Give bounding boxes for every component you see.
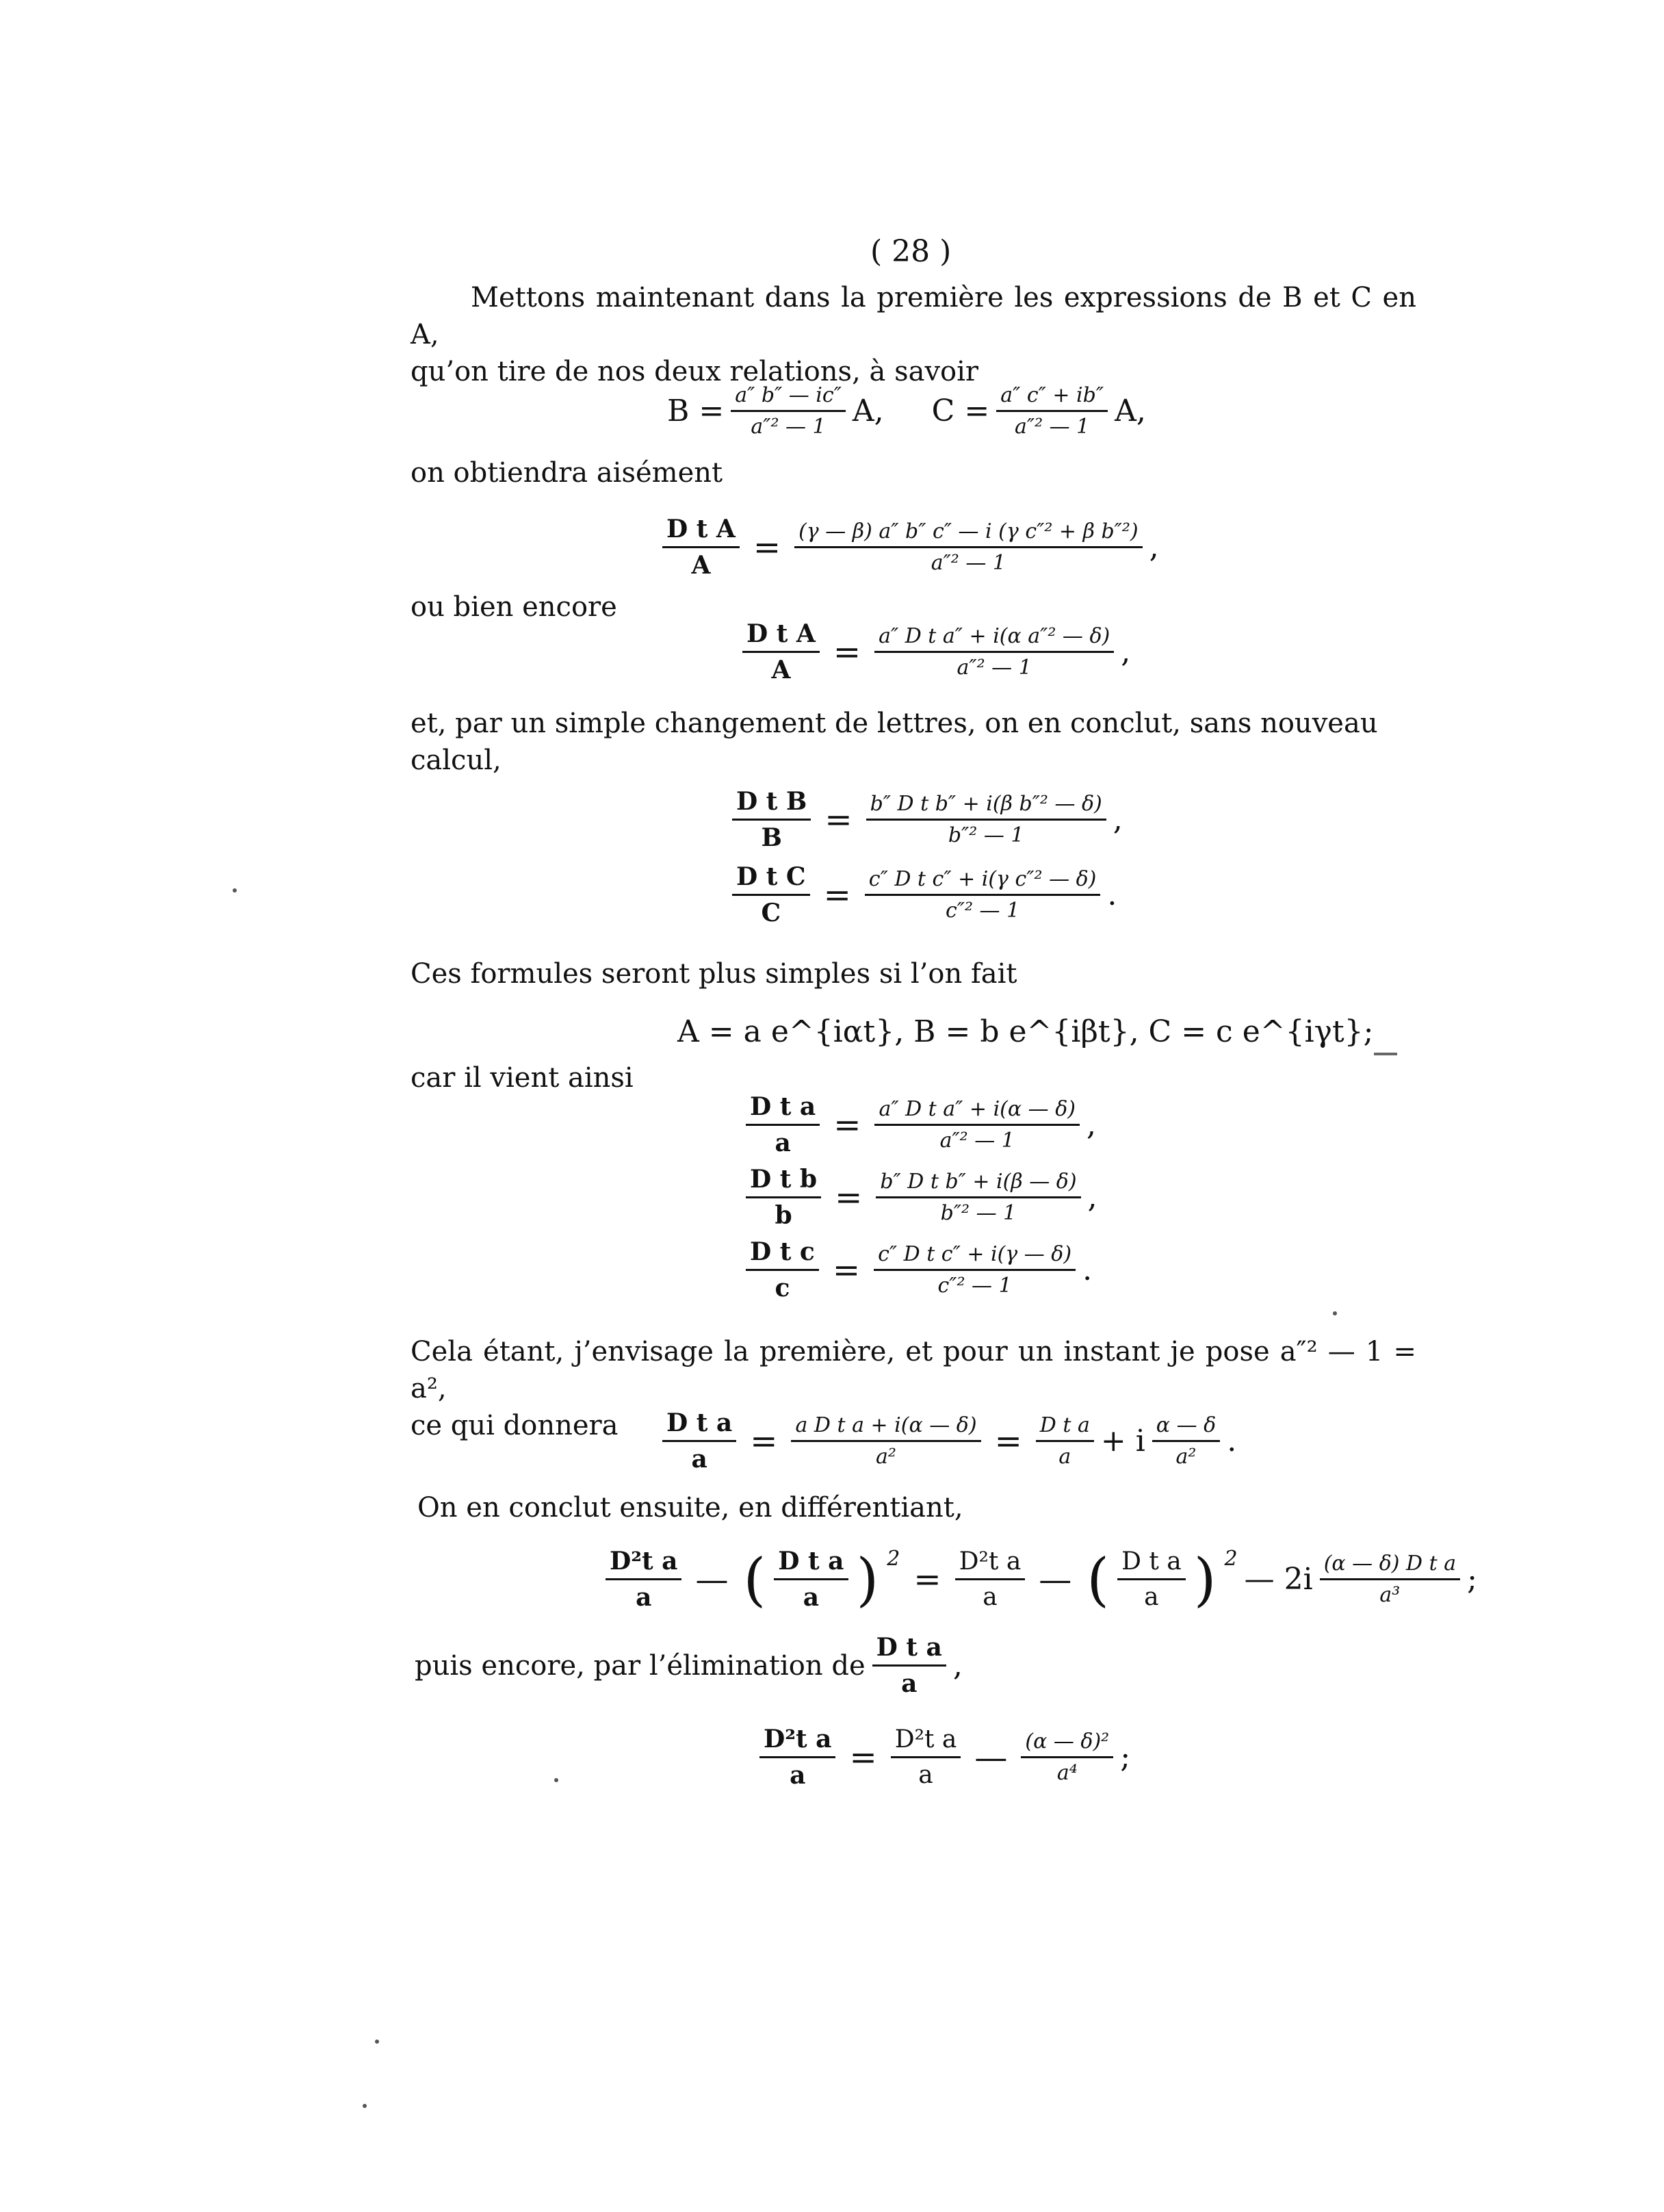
text-puis-encore-label: puis encore, par l’élimination de bbox=[415, 1649, 866, 1682]
eq8-rhs-fraction bbox=[876, 1170, 1080, 1225]
eq10-r1-denominator: a bbox=[1058, 1445, 1071, 1469]
eq2-lhs-numerator: D t A bbox=[662, 515, 740, 548]
eq3-lhs-numerator: D t A bbox=[742, 619, 820, 653]
eq1-fraction-b bbox=[731, 383, 846, 439]
eq4-lhs-denominator: B bbox=[761, 823, 782, 852]
text-on-obtiendra: on obtiendra aisément bbox=[411, 457, 723, 489]
eq9-lhs-numerator: D t c bbox=[746, 1237, 819, 1271]
scan-dash bbox=[1374, 1053, 1397, 1055]
eq5-rhs-denominator: c″² — 1 bbox=[945, 899, 1020, 923]
eq2-rhs-fraction bbox=[794, 519, 1143, 575]
eq10-r2-numerator: α — δ bbox=[1152, 1413, 1220, 1442]
eq10-r2-fraction bbox=[1152, 1413, 1220, 1469]
eq1-numerator-b: a″ b″ — ic″ bbox=[731, 383, 846, 412]
eq11-e-numerator: (α — δ) D t a bbox=[1320, 1552, 1460, 1580]
eq12-c-numerator: (α — δ)² bbox=[1021, 1729, 1113, 1758]
equation-dta-1: $\frac{\text{D t A}}{A}$ = $\frac{\text{(γ — β) a″ b″ c″ — i (γ c″² + β b″²)}}{\text{a″² — 1}}$ , bbox=[662, 515, 1159, 580]
scan-speck bbox=[554, 1778, 558, 1782]
scan-speck bbox=[1333, 1311, 1337, 1315]
eq7-lhs-numerator: D t a bbox=[746, 1092, 820, 1126]
eq7-lhs-denominator: a bbox=[775, 1129, 791, 1157]
scan-speck bbox=[363, 2104, 367, 2108]
eq12-b-numerator: D²t a bbox=[891, 1725, 961, 1758]
eq5-tail: . bbox=[1107, 877, 1117, 912]
text-car-il-vient: car il vient ainsi bbox=[411, 1062, 634, 1094]
puis-tail: , bbox=[952, 1648, 963, 1683]
eq1-lhs-c: C = bbox=[931, 394, 990, 428]
eq1-tail-c: A, bbox=[1115, 394, 1146, 428]
eq12-c-fraction bbox=[1021, 1729, 1113, 1785]
eq2-rhs-numerator: (γ — β) a″ b″ c″ — i (γ c″² + β b″²) bbox=[794, 519, 1143, 548]
eq11-d-fraction bbox=[1117, 1547, 1186, 1611]
eq8-rhs-numerator: b″ D t b″ + i(β — δ) bbox=[876, 1170, 1080, 1198]
paragraph-changement bbox=[411, 705, 1416, 779]
equation-differentiation: $\frac{\text{D²t a}}{a}$ — ( $\frac{\text{D t a}}{a}$ ) 2 = $\frac{\text{D²t a}}{a}$ — ( $\frac{\text{D t a}}{a}$ ) 2 — 2i $\frac{\text{(α — δ) D t a}}{\text{a³}}$ ; bbox=[606, 1547, 1477, 1612]
eq12-tail: ; bbox=[1120, 1740, 1131, 1775]
eq1-numerator-c: a″ c″ + ib″ bbox=[996, 383, 1108, 412]
eq9-tail: . bbox=[1082, 1252, 1093, 1287]
text-ces-formules: Ces formules seront plus simples si l’on fait bbox=[411, 958, 1017, 990]
eq11-a-fraction bbox=[606, 1547, 681, 1612]
eq5-lhs-fraction bbox=[732, 862, 810, 927]
eq8-tail: , bbox=[1087, 1180, 1097, 1215]
equation-substitution bbox=[677, 1014, 1373, 1049]
eq2-lhs-denominator: A bbox=[691, 551, 711, 580]
eq7-rhs-fraction bbox=[874, 1097, 1080, 1153]
eq10-mid-denominator: a² bbox=[876, 1445, 896, 1469]
scan-speck bbox=[375, 2040, 379, 2044]
eq9-lhs-fraction bbox=[746, 1237, 819, 1302]
eq10-tail: . bbox=[1227, 1424, 1237, 1458]
paragraph-intro-line-1: Mettons maintenant dans la première les expressions de B et C en A, bbox=[411, 282, 1416, 350]
text-puis-encore bbox=[415, 1633, 963, 1698]
eq11-d-denominator: a bbox=[1144, 1583, 1159, 1611]
equation-dt-b-small: $\frac{\text{D t b}}{b}$ = $\frac{\text{b″ D t b″ + i(β — δ)}}{\text{b″² — 1}}$ , bbox=[746, 1165, 1097, 1230]
eq9-rhs-fraction bbox=[874, 1242, 1076, 1298]
eq7-rhs-numerator: a″ D t a″ + i(α — δ) bbox=[874, 1097, 1080, 1126]
eq11-a-numerator: D²t a bbox=[606, 1547, 681, 1580]
eq11-a-denominator: a bbox=[636, 1583, 652, 1612]
equation-b-c bbox=[667, 383, 1146, 439]
eq3-rhs-fraction bbox=[874, 624, 1114, 680]
eq8-lhs-numerator: D t b bbox=[746, 1165, 821, 1198]
eq12-b-fraction bbox=[891, 1725, 961, 1789]
paragraph-cela-etant-line-1: Cela étant, j’envisage la première, et pour un instant je pose a″² — 1 = a², bbox=[411, 1336, 1416, 1404]
eq11-d-numerator: D t a bbox=[1117, 1547, 1186, 1580]
eq2-rhs-denominator: a″² — 1 bbox=[931, 551, 1006, 575]
eq7-lhs-fraction bbox=[746, 1092, 820, 1157]
equation-elimination: $\frac{\text{D²t a}}{a}$ = $\frac{\text{D²t a}}{a}$ — $\frac{\text{(α — δ)²}}{\text{a⁴}}$ ; bbox=[759, 1725, 1130, 1790]
eq4-lhs-numerator: D t B bbox=[732, 787, 811, 821]
paragraph-intro bbox=[411, 279, 1416, 390]
eq11-tail: ; bbox=[1467, 1562, 1477, 1597]
eq10-lhs-numerator: D t a bbox=[662, 1409, 736, 1442]
eq3-tail: , bbox=[1121, 634, 1131, 669]
equation-dta-2: $\frac{\text{D t A}}{A}$ = $\frac{\text{a″ D t a″ + i(α a″² — δ)}}{\text{a″² — 1}}$ , bbox=[742, 619, 1130, 684]
eq9-rhs-numerator: c″ D t c″ + i(γ — δ) bbox=[874, 1242, 1076, 1271]
equation-dtc: $\frac{\text{D t C}}{C}$ = $\frac{\text{c″ D t c″ + i(γ c″² — δ)}}{\text{c″² — 1}}$ . bbox=[732, 862, 1117, 927]
eq11-c-numerator: D²t a bbox=[955, 1547, 1026, 1580]
eq1-fraction-c bbox=[996, 383, 1108, 439]
eq10-mid-fraction bbox=[791, 1413, 980, 1469]
eq1-lhs-b: B = bbox=[667, 394, 725, 428]
eq8-lhs-denominator: b bbox=[775, 1201, 792, 1230]
eq6-text: A = a e^{iαt}, B = b e^{iβt}, C = c e^{iγt}; bbox=[677, 1014, 1374, 1049]
text-ou-bien: ou bien encore bbox=[411, 591, 617, 623]
eq10-r1-numerator: D t a bbox=[1036, 1413, 1094, 1442]
eq10-r2-denominator: a² bbox=[1175, 1445, 1197, 1469]
eq2-tail: , bbox=[1149, 530, 1159, 565]
equation-dt-a-small: $\frac{\text{D t a}}{a}$ = $\frac{\text{a″ D t a″ + i(α — δ)}}{\text{a″² — 1}}$ , bbox=[746, 1092, 1096, 1157]
paragraph-changement-line-1: et, par un simple changement de lettres, on en conclut, sans nouveau bbox=[411, 708, 1378, 739]
eq1-tail-b: A, bbox=[852, 394, 884, 428]
page-number: ( 28 ) bbox=[870, 234, 952, 269]
eq10-r1-fraction bbox=[1036, 1413, 1094, 1469]
eq5-lhs-numerator: D t C bbox=[732, 862, 810, 896]
eq12-a-fraction bbox=[759, 1725, 835, 1790]
eq9-rhs-denominator: c″² — 1 bbox=[937, 1274, 1012, 1298]
eq11-c-denominator: a bbox=[983, 1583, 998, 1611]
text-on-en-conclut: On en conclut ensuite, en différentiant, bbox=[417, 1492, 963, 1523]
eq11-b-denominator: a bbox=[803, 1583, 820, 1612]
paragraph-changement-line-2: calcul, bbox=[411, 745, 502, 776]
eq11-b-fraction bbox=[774, 1547, 848, 1612]
paragraph-cela-etant-line-2: ce qui donnera bbox=[411, 1410, 619, 1441]
puis-fraction-numerator: D t a bbox=[872, 1633, 946, 1667]
eq3-lhs-fraction bbox=[742, 619, 820, 684]
eq7-rhs-denominator: a″² — 1 bbox=[939, 1129, 1015, 1153]
eq2-lhs-fraction bbox=[662, 515, 740, 580]
scan-speck bbox=[233, 888, 237, 892]
eq1-denominator-c: a″² — 1 bbox=[1014, 415, 1090, 439]
eq12-a-denominator: a bbox=[790, 1761, 806, 1790]
eq4-rhs-fraction bbox=[866, 792, 1106, 847]
eq10-lhs-denominator: a bbox=[691, 1445, 707, 1474]
eq11-c-fraction bbox=[955, 1547, 1026, 1611]
eq8-rhs-denominator: b″² — 1 bbox=[940, 1201, 1017, 1225]
eq9-lhs-denominator: c bbox=[775, 1274, 790, 1302]
eq12-c-denominator: a⁴ bbox=[1056, 1761, 1078, 1785]
puis-fraction bbox=[872, 1633, 946, 1698]
eq10-mid-numerator: a D t a + i(α — δ) bbox=[791, 1413, 980, 1442]
eq4-lhs-fraction bbox=[732, 787, 811, 852]
equation-dta-expansion: $\frac{\text{D t a}}{a}$ = $\frac{\text{a D t a + i(α — δ)}}{\text{a²}}$ = $\frac{\text{D t a}}{a}$ + i $\frac{\alpha — \delta}{\text{a²}}$ . bbox=[662, 1409, 1236, 1474]
eq11-coefficient: — 2i bbox=[1244, 1562, 1313, 1597]
eq8-lhs-fraction bbox=[746, 1165, 821, 1230]
equation-dtb: $\frac{\text{D t B}}{B}$ = $\frac{\text{b″ D t b″ + i(β b″² — δ)}}{\text{b″² — 1}}$ , bbox=[732, 787, 1123, 852]
eq5-rhs-numerator: c″ D t c″ + i(γ c″² — δ) bbox=[865, 867, 1101, 896]
eq11-e-fraction bbox=[1320, 1552, 1460, 1607]
eq3-rhs-denominator: a″² — 1 bbox=[957, 656, 1032, 680]
eq4-rhs-numerator: b″ D t b″ + i(β b″² — δ) bbox=[866, 792, 1106, 821]
equation-dt-c-small: $\frac{\text{D t c}}{c}$ = $\frac{\text{c″ D t c″ + i(γ — δ)}}{\text{c″² — 1}}$ . bbox=[746, 1237, 1092, 1302]
eq4-tail: , bbox=[1113, 802, 1123, 837]
eq7-tail: , bbox=[1086, 1107, 1096, 1142]
eq10-plus-i: + i bbox=[1100, 1424, 1145, 1458]
eq11-b-numerator: D t a bbox=[774, 1547, 848, 1580]
eq12-a-numerator: D²t a bbox=[759, 1725, 835, 1758]
eq1-denominator-b: a″² — 1 bbox=[751, 415, 826, 439]
eq5-rhs-fraction bbox=[865, 867, 1101, 923]
eq4-rhs-denominator: b″² — 1 bbox=[948, 823, 1024, 847]
paragraph-intro-line-2: qu’on tire de nos deux relations, à savoir bbox=[411, 356, 979, 387]
eq3-lhs-denominator: A bbox=[771, 656, 791, 684]
eq5-lhs-denominator: C bbox=[761, 899, 781, 927]
eq10-lhs-fraction bbox=[662, 1409, 736, 1474]
eq12-b-denominator: a bbox=[918, 1761, 933, 1789]
eq3-rhs-numerator: a″ D t a″ + i(α a″² — δ) bbox=[874, 624, 1114, 653]
eq11-e-denominator: a³ bbox=[1379, 1583, 1401, 1607]
puis-fraction-denominator: a bbox=[901, 1669, 918, 1698]
